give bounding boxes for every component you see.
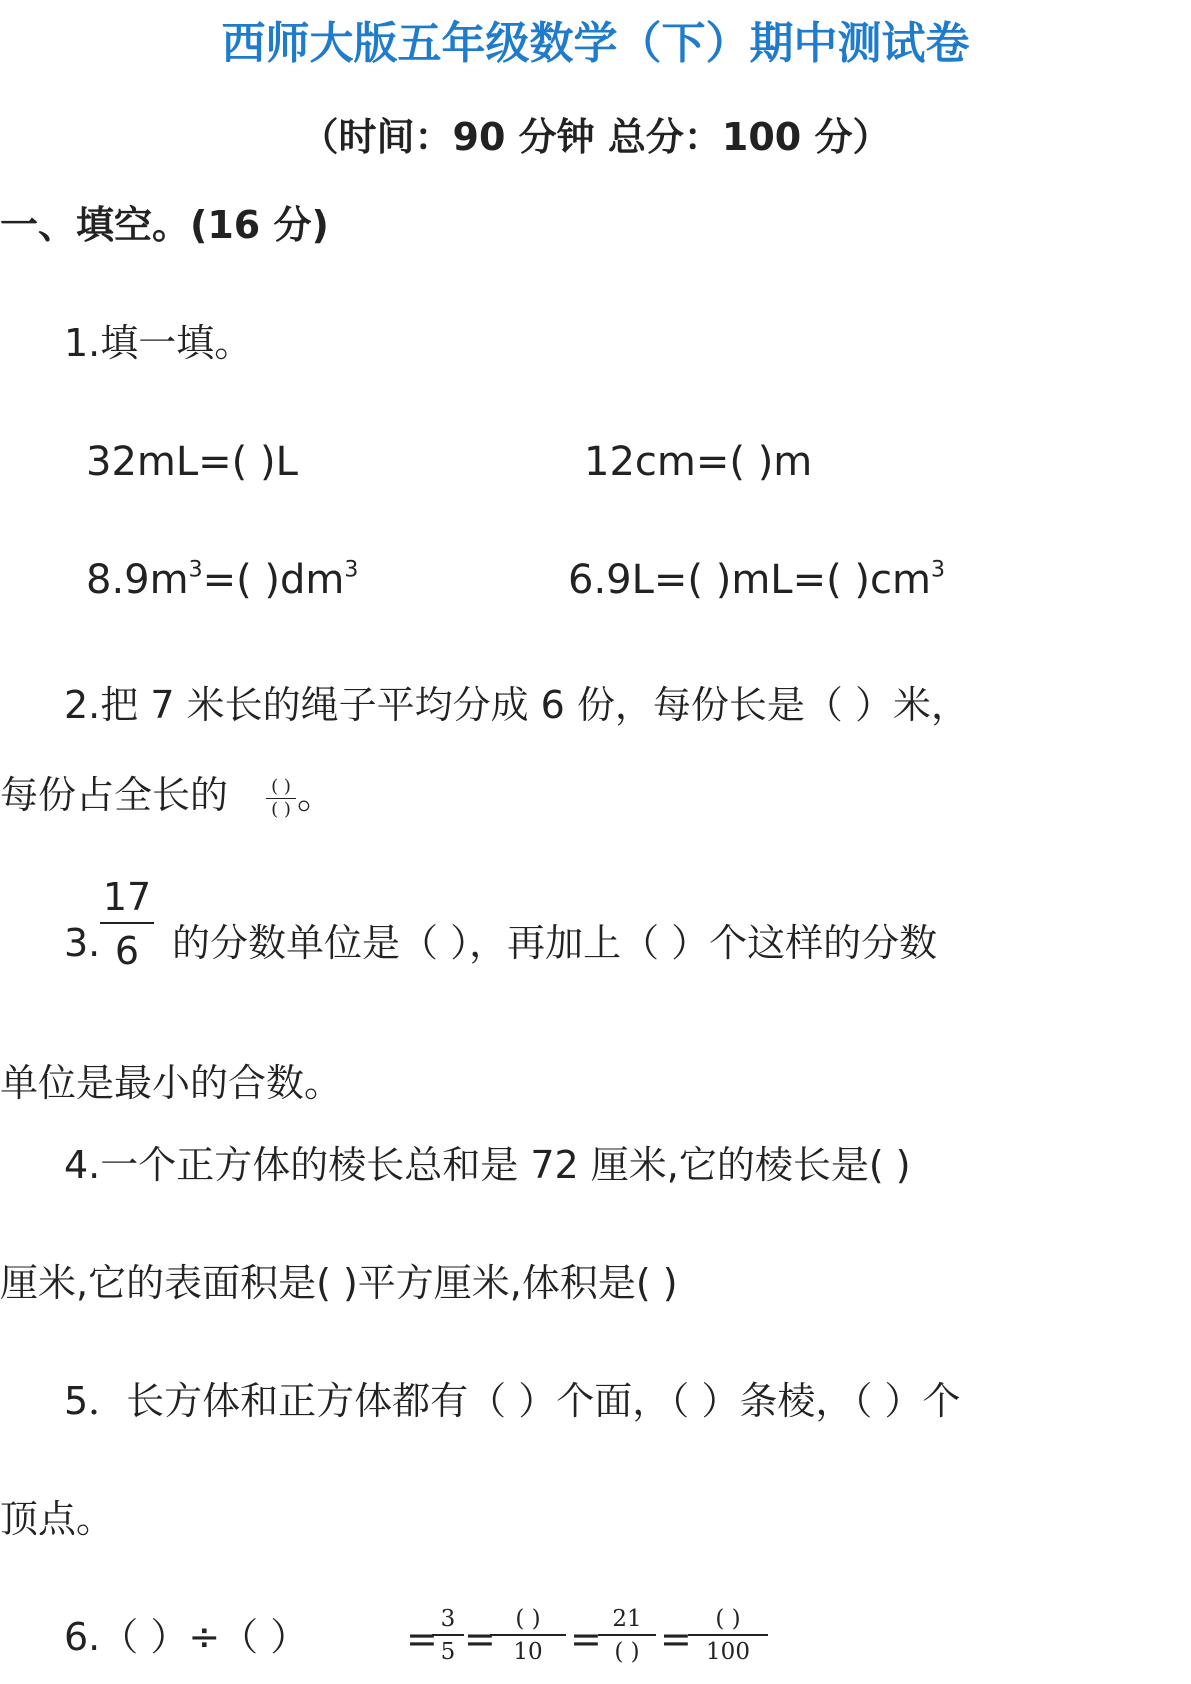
fraction-blank-100: ( ) 100	[688, 1608, 768, 1664]
exponent: 3	[344, 557, 359, 583]
equals-sign: =	[406, 1617, 438, 1661]
question-2-end: 。	[297, 773, 336, 817]
fraction-bar	[100, 922, 154, 924]
question-5-line-2: 顶点。	[0, 1497, 115, 1541]
fraction-3-5: 3 5	[432, 1608, 464, 1664]
question-4-line-2: 厘米,它的表面积是( )平方厘米,体积是( )	[0, 1261, 678, 1305]
equals-sign: =	[464, 1617, 496, 1661]
q1-conversion-a: 32mL=( )L	[86, 439, 298, 485]
question-2-line-1: 2.把 7 米长的绳子平均分成 6 份，每份长是（ ）米，	[64, 683, 970, 727]
exponent: 3	[931, 557, 945, 583]
q1-conversion-d: 6.9L=( )mL=( )$cm^3$	[568, 557, 945, 603]
section-heading: 一、填空。(16 分)	[0, 203, 329, 247]
exam-info: （时间：90 分钟 总分：100 分）	[300, 115, 891, 159]
q1-conversion-b: 12cm=( )m	[584, 439, 813, 485]
q1-conversion-c: $8.9m^3=$( )$dm^3$	[86, 557, 359, 603]
page-title: 西师大版五年级数学（下）期中测试卷	[221, 18, 970, 69]
question-1-label: 1.填一填。	[64, 321, 253, 365]
question-2-line-2: 每份占全长的	[0, 773, 229, 817]
fraction-bar	[432, 1634, 464, 1636]
question-6-prefix: 6.（ ）÷（ ）	[64, 1615, 309, 1659]
fraction-bar	[688, 1634, 768, 1636]
equals-sign: =	[660, 1617, 692, 1661]
equals-sign: =	[570, 1617, 602, 1661]
question-3-number: 3.	[64, 921, 101, 965]
fraction-bar	[598, 1634, 656, 1636]
fraction-21-blank: 21 ( )	[598, 1608, 656, 1664]
question-3-line-2: 单位是最小的合数。	[0, 1061, 343, 1105]
fraction-17-6: 17 6	[100, 878, 154, 970]
question-5-line-1: 5．长方体和正方体都有（ ）个面，（ ）条棱，（ ）个	[64, 1379, 961, 1423]
fraction-bar	[490, 1634, 566, 1636]
blank-fraction: ( ) ( )	[266, 778, 296, 819]
question-4-line-1: 4.一个正方体的棱长总和是 72 厘米,它的棱长是( )	[64, 1143, 911, 1187]
exponent: 3	[188, 557, 203, 583]
question-3-line-1: 的分数单位是（ ），再加上（ ）个这样的分数	[172, 921, 938, 965]
fraction-blank-10: ( ) 10	[490, 1608, 566, 1664]
